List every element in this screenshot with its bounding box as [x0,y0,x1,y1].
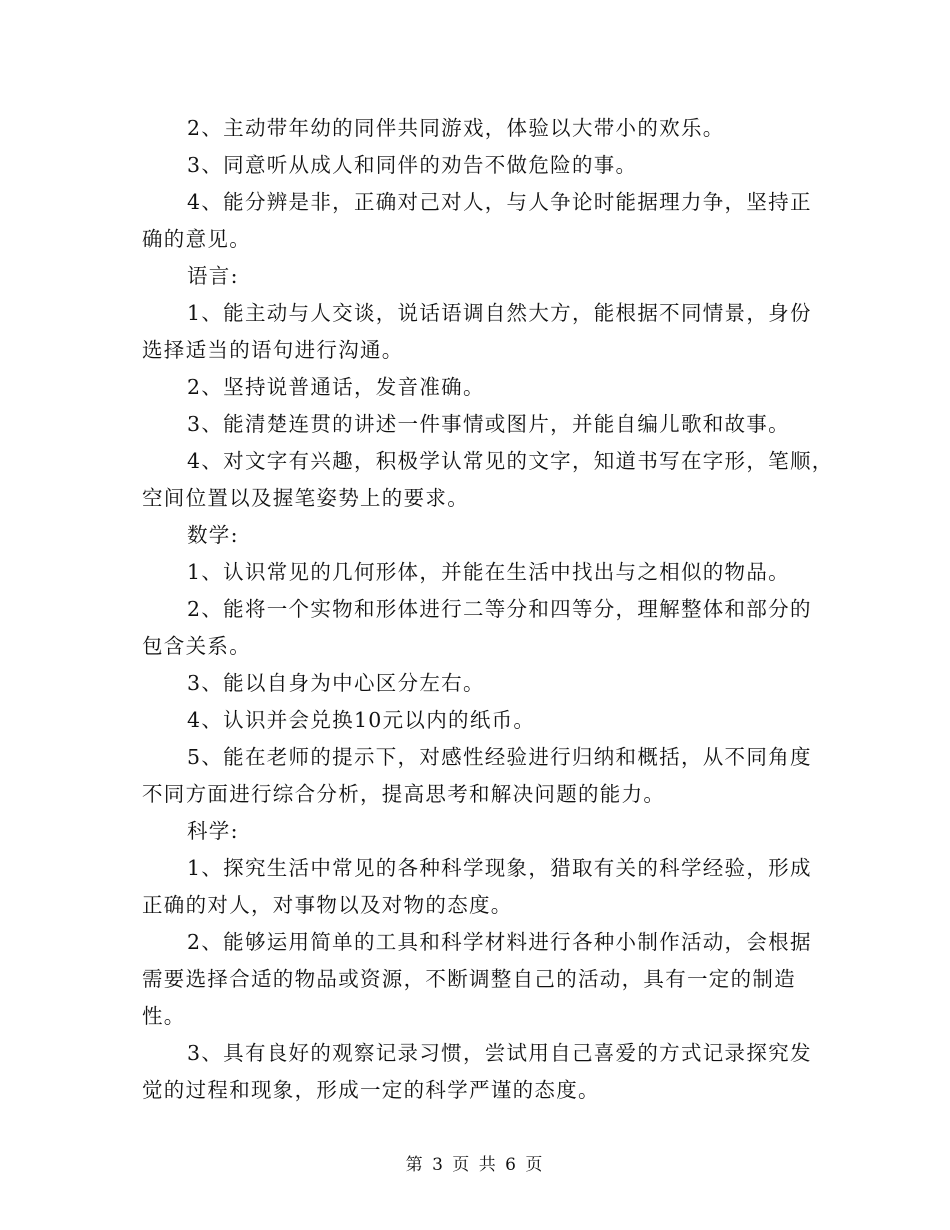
page-footer: 第 3 页 共 6 页 [405,1155,545,1175]
text-line: 3、能清楚连贯的讲述一件事情或图片，并能自编儿歌和故事。 [187,412,790,436]
text-line: 科学: [187,819,239,843]
document-body [142,110,834,1109]
text-line: 不同方面进行综合分析，提高思考和解决问题的能力。 [142,782,666,806]
text-line: 4、对文字有兴趣，积极学认常见的文字，知道书写在字形，笔顺， [187,449,834,473]
text-line: 觉的过程和现象，形成一定的科学严谨的态度。 [142,1078,600,1102]
text-line: 1、认识常见的几何形体，并能在生活中找出与之相似的物品。 [187,560,790,584]
text-line: 选择适当的语句进行沟通。 [142,338,404,362]
text-line: 2、坚持说普通话，发音准确。 [187,375,485,399]
text-line: 包含关系。 [142,634,251,658]
text-line: 3、具有良好的观察记录习惯，尝试用自己喜爱的方式记录探究发 [187,1041,812,1065]
text-line: 2、能将一个实物和形体进行二等分和四等分，理解整体和部分的 [187,597,812,621]
text-line: 需要选择合适的物品或资源，不断调整自己的活动，具有一定的制造 [142,967,796,991]
text-line: 3、能以自身为中心区分左右。 [187,671,485,695]
text-line: 4、能分辨是非，正确对己对人，与人争论时能据理力争，坚持正 [187,190,812,214]
text-line: 空间位置以及握笔姿势上的要求。 [142,486,469,510]
text-line: 确的意见。 [142,227,251,251]
text-line: 3、同意听从成人和同伴的劝告不做危险的事。 [187,153,638,177]
text-line: 语言: [187,264,239,288]
text-line: 5、能在老师的提示下，对感性经验进行归纳和概括，从不同角度 [187,745,812,769]
text-line: 1、探究生活中常见的各种科学现象，猎取有关的科学经验，形成 [187,856,812,880]
text-line: 2、能够运用简单的工具和科学材料进行各种小制作活动，会根据 [187,930,812,954]
text-line: 数学: [187,523,239,547]
text-line: 正确的对人，对事物以及对物的态度。 [142,893,513,917]
text-line: 性。 [142,1004,186,1028]
text-line: 4、认识并会兑换10元以内的纸币。 [187,708,536,732]
text-line: 2、主动带年幼的同伴共同游戏，体验以大带小的欢乐。 [187,116,725,140]
text-line: 1、能主动与人交谈，说话语调自然大方，能根据不同情景，身份 [187,301,812,325]
